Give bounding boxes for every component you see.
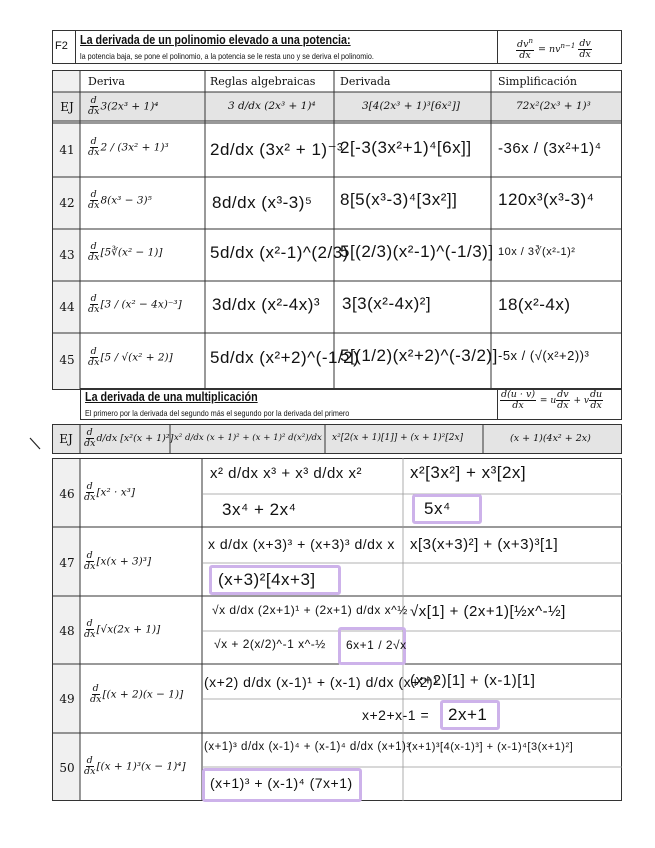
row-work-line1: √x d/dx (2x+1)¹ + (2x+1) d/dx x^½ bbox=[212, 603, 408, 617]
row-deriva: $\frac{d}{dx}$ [√x(2x + 1)] bbox=[84, 618, 161, 640]
section2-example-simplificacion: (x + 1)(4x² + 2x) bbox=[510, 433, 591, 444]
row-derivada: 5[(2/3)(x²-1)^(-1/3)] bbox=[340, 242, 494, 261]
col-header-derivada: Derivada bbox=[340, 75, 391, 88]
row-number: 45 bbox=[59, 353, 75, 367]
row-answer: (x+3)²[4x+3] bbox=[218, 570, 316, 589]
row-reglas: 3d/dx (x²-4x)³ bbox=[212, 295, 321, 314]
section2-title: La derivada de una multiplicación bbox=[85, 390, 258, 404]
section1-title: La derivada de un polinomio elevado a una potencia: bbox=[80, 33, 351, 47]
row-work-line2: x+2+x-1 = bbox=[362, 707, 430, 723]
row-simplificacion: 18(x²-4x) bbox=[498, 295, 571, 314]
section2-example-derivada: x²[2(x + 1)[1]] + (x + 1)²[2x] bbox=[332, 433, 464, 443]
row-work-line1b: x[3(x+3)²] + (x+3)³[1] bbox=[410, 536, 559, 553]
row-work-line1b: (x+1)³[4(x-1)³] + (x-1)⁴[3(x+1)²] bbox=[408, 741, 574, 753]
row-answer: 5x⁴ bbox=[424, 499, 451, 518]
row-deriva: $\frac{d}{dx}$ 8(x³ − 3)⁵ bbox=[88, 189, 152, 211]
row-work-line1: (x+1)³ d/dx (x-1)⁴ + (x-1)⁴ d/dx (x+1)³ bbox=[204, 741, 411, 753]
section2-example-label: EJ bbox=[59, 432, 73, 446]
example-deriva: $\frac{d}{dx}$ 3(2x³ + 1)⁴ bbox=[88, 95, 159, 117]
section2-example-deriva: $\frac{d}{dx}$ d/dx [x²(x + 1)²] bbox=[84, 427, 174, 449]
row-reglas: 5d/dx (x²-1)^(2/3) bbox=[210, 243, 349, 262]
example-simplificacion: 72x²(2x³ + 1)³ bbox=[516, 100, 591, 112]
row-derivada: 3[3(x²-4x)²] bbox=[342, 294, 432, 313]
row-deriva: $\frac{d}{dx}$ [5∛(x² − 1)] bbox=[88, 241, 163, 263]
row-number: 43 bbox=[59, 248, 75, 262]
row-work-line1b: x²[3x²] + x³[2x] bbox=[410, 463, 527, 482]
row-deriva: $\frac{d}{dx}$ [3 / (x² − 4x)⁻³] bbox=[88, 293, 182, 315]
row-work-line1b: √x[1] + (2x+1)[½x^-½] bbox=[410, 603, 566, 620]
row-reglas: 2d/dx (3x² + 1)⁻³ bbox=[210, 140, 344, 159]
row-derivada: 8[5(x³-3)⁴[3x²]] bbox=[340, 190, 458, 209]
row-number: 41 bbox=[59, 143, 75, 157]
section2-example-reglas: x² d/dx (x + 1)² + (x + 1)² d(x²)/dx bbox=[174, 433, 322, 443]
row-number: 50 bbox=[59, 761, 75, 775]
section1-code: F2 bbox=[55, 40, 68, 52]
section2-rule: $\frac{d(u \cdot v)}{dx}$ = u $\frac{dv}{dx}$ + v $\frac{du}{dx}$ bbox=[501, 389, 603, 411]
row-number: 47 bbox=[59, 556, 75, 570]
example-label: EJ bbox=[60, 100, 74, 114]
row-simplificacion: 120x³(x³-3)⁴ bbox=[498, 190, 595, 209]
section1-rule: $\frac{dv^n}{dx}$ = $nv^{n-1}$ $\frac{dv}{dx}$ bbox=[517, 37, 591, 62]
example-derivada: 3[4(2x³ + 1)³[6x²]] bbox=[362, 100, 460, 112]
col-header-reglas: Reglas algebraicas bbox=[210, 75, 316, 88]
row-number: 49 bbox=[59, 692, 75, 706]
row-reglas: 8d/dx (x³-3)⁵ bbox=[212, 193, 313, 212]
section1-subtitle: la potencia baja, se pone el polinomio, a la potencia se le resta uno y se deriva el polinomio. bbox=[80, 51, 374, 61]
row-answer: 6x+1 / 2√x bbox=[346, 638, 407, 652]
row-deriva: $\frac{d}{dx}$ [(x + 1)³(x − 1)⁴] bbox=[84, 755, 186, 777]
col-header-deriva: Deriva bbox=[88, 75, 125, 88]
row-deriva: $\frac{d}{dx}$ [x² · x³] bbox=[84, 481, 135, 503]
row-work-line2: √x + 2(x/2)^-1 x^-½ bbox=[214, 637, 326, 651]
section2-subtitle: El primero por la derivada del segundo más el segundo por la derivada del primero bbox=[85, 408, 350, 418]
row-deriva: $\frac{d}{dx}$ [5 / √(x² + 2)] bbox=[88, 346, 173, 368]
row-deriva: $\frac{d}{dx}$ [x(x + 3)³] bbox=[84, 550, 152, 572]
row-work-line1b: (x+2)[1] + (x-1)[1] bbox=[410, 672, 536, 689]
row-simplificacion: 10x / 3∛(x²-1)² bbox=[498, 246, 576, 258]
row-number: 48 bbox=[59, 624, 75, 638]
row-reglas: 5d/dx (x²+2)^(-1/2) bbox=[210, 348, 360, 367]
row-work-line1: (x+2) d/dx (x-1)¹ + (x-1) d/dx (x+2)¹ bbox=[204, 674, 439, 690]
example-reglas: 3 d/dx (2x³ + 1)⁴ bbox=[228, 100, 316, 112]
row-simplificacion: -36x / (3x²+1)⁴ bbox=[498, 140, 602, 157]
row-derivada: 5[(1/2)(x²+2)^(-3/2)] bbox=[340, 346, 498, 365]
row-number: 42 bbox=[59, 196, 75, 210]
col-header-simplificacion: Simplificación bbox=[498, 75, 578, 88]
row-simplificacion: -5x / (√(x²+2))³ bbox=[498, 348, 590, 363]
row-number: 46 bbox=[59, 487, 75, 501]
row-work-line2: 3x⁴ + 2x⁴ bbox=[222, 500, 297, 519]
row-answer: 2x+1 bbox=[448, 705, 488, 724]
row-number: 44 bbox=[59, 300, 75, 314]
row-work-line1: x d/dx (x+3)³ + (x+3)³ d/dx x bbox=[208, 536, 395, 552]
row-deriva: $\frac{d}{dx}$ [(x + 2)(x − 1)] bbox=[90, 683, 184, 705]
row-work-line1: x² d/dx x³ + x³ d/dx x² bbox=[210, 465, 362, 482]
row-deriva: $\frac{d}{dx}$ 2 / (3x² + 1)³ bbox=[88, 136, 169, 158]
row-answer: (x+1)³ + (x-1)⁴ (7x+1) bbox=[210, 775, 353, 791]
row-derivada: 2[-3(3x²+1)⁴[6x]] bbox=[340, 138, 472, 157]
